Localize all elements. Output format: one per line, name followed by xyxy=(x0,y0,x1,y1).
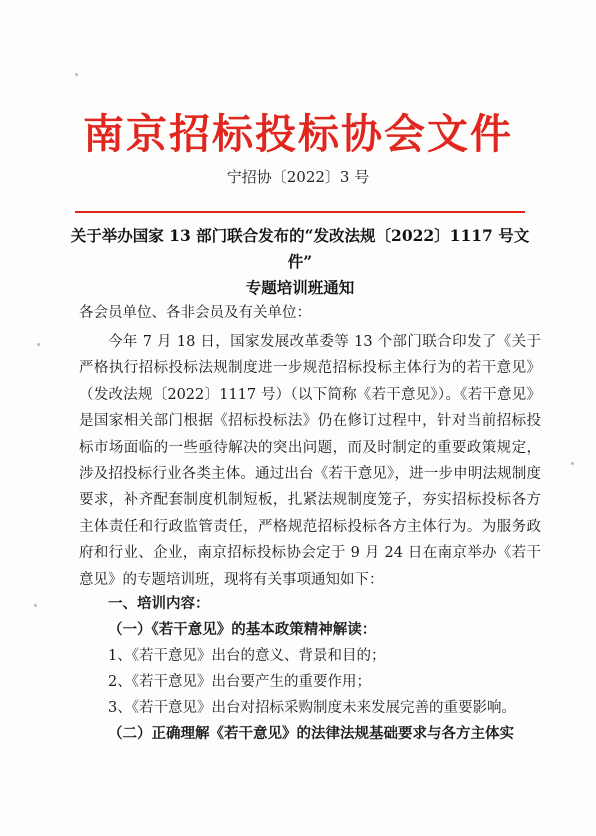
org-document-title: 南京招标投标协会文件 xyxy=(83,110,513,158)
salutation: 各会员单位、各非会员及有关单位： xyxy=(79,305,311,321)
subsection-heading-1: （一）《若干意见》的基本政策精神解读： xyxy=(108,621,377,638)
scan-speck xyxy=(34,604,37,607)
notice-title-line2: 专题培训班通知 xyxy=(245,278,355,297)
scan-speck xyxy=(571,462,574,465)
section-heading-training-content: 一、培训内容： xyxy=(108,595,210,612)
document-number: 宁招协〔2022〕3 号 xyxy=(226,168,370,186)
scan-speck xyxy=(75,73,78,76)
scan-speck xyxy=(37,343,40,346)
subsection-heading-2: （二）正确理解《若干意见》的法律法规基础要求与各方主体实 xyxy=(108,725,514,742)
list-item: 1、《若干意见》出台的意义、背景和目的； xyxy=(108,648,386,664)
red-divider-line xyxy=(75,211,525,213)
body-paragraph: 今年 7 月 18 日，国家发展改革委等 13 个部门联合印发了《关于严格执行招标投标法规制度进一步规范招标投标主体行为的若干意见》（发改法规〔2022〕1117 号）（以下简称《若干意见》）。《若干意见》是国家相关部门根据《招标投标法》仍在修订过程中，针对当前招标投标市场面临的一些亟待解决的突出问题，而及时制定的重要政策规定，涉及招投标行业各类主体。通过出台《若干意见》，进一步申明法规制度要求，补齐配套制度机制短板，扎紧法规制度笼子，夯实招标投标各方主体责任和行政监管责任，严格规范招标投标各方主体行为。为服务政府和行业、企业，南京招标投标协会定于 9 月 24 日在南京举办《若干意见》的专题培训班，现将有关事项通知如下： xyxy=(79,334,541,588)
notice-title-line1: 关于举办国家 13 部门联合发布的“发改法规〔2022〕1117 号文件” xyxy=(70,226,530,271)
list-item: 2、《若干意见》出台要产生的重要作用； xyxy=(108,674,371,690)
list-item: 3、《若干意见》出台对招标采购制度未来发展完善的重要影响。 xyxy=(108,700,516,716)
notice-title xyxy=(60,223,540,301)
